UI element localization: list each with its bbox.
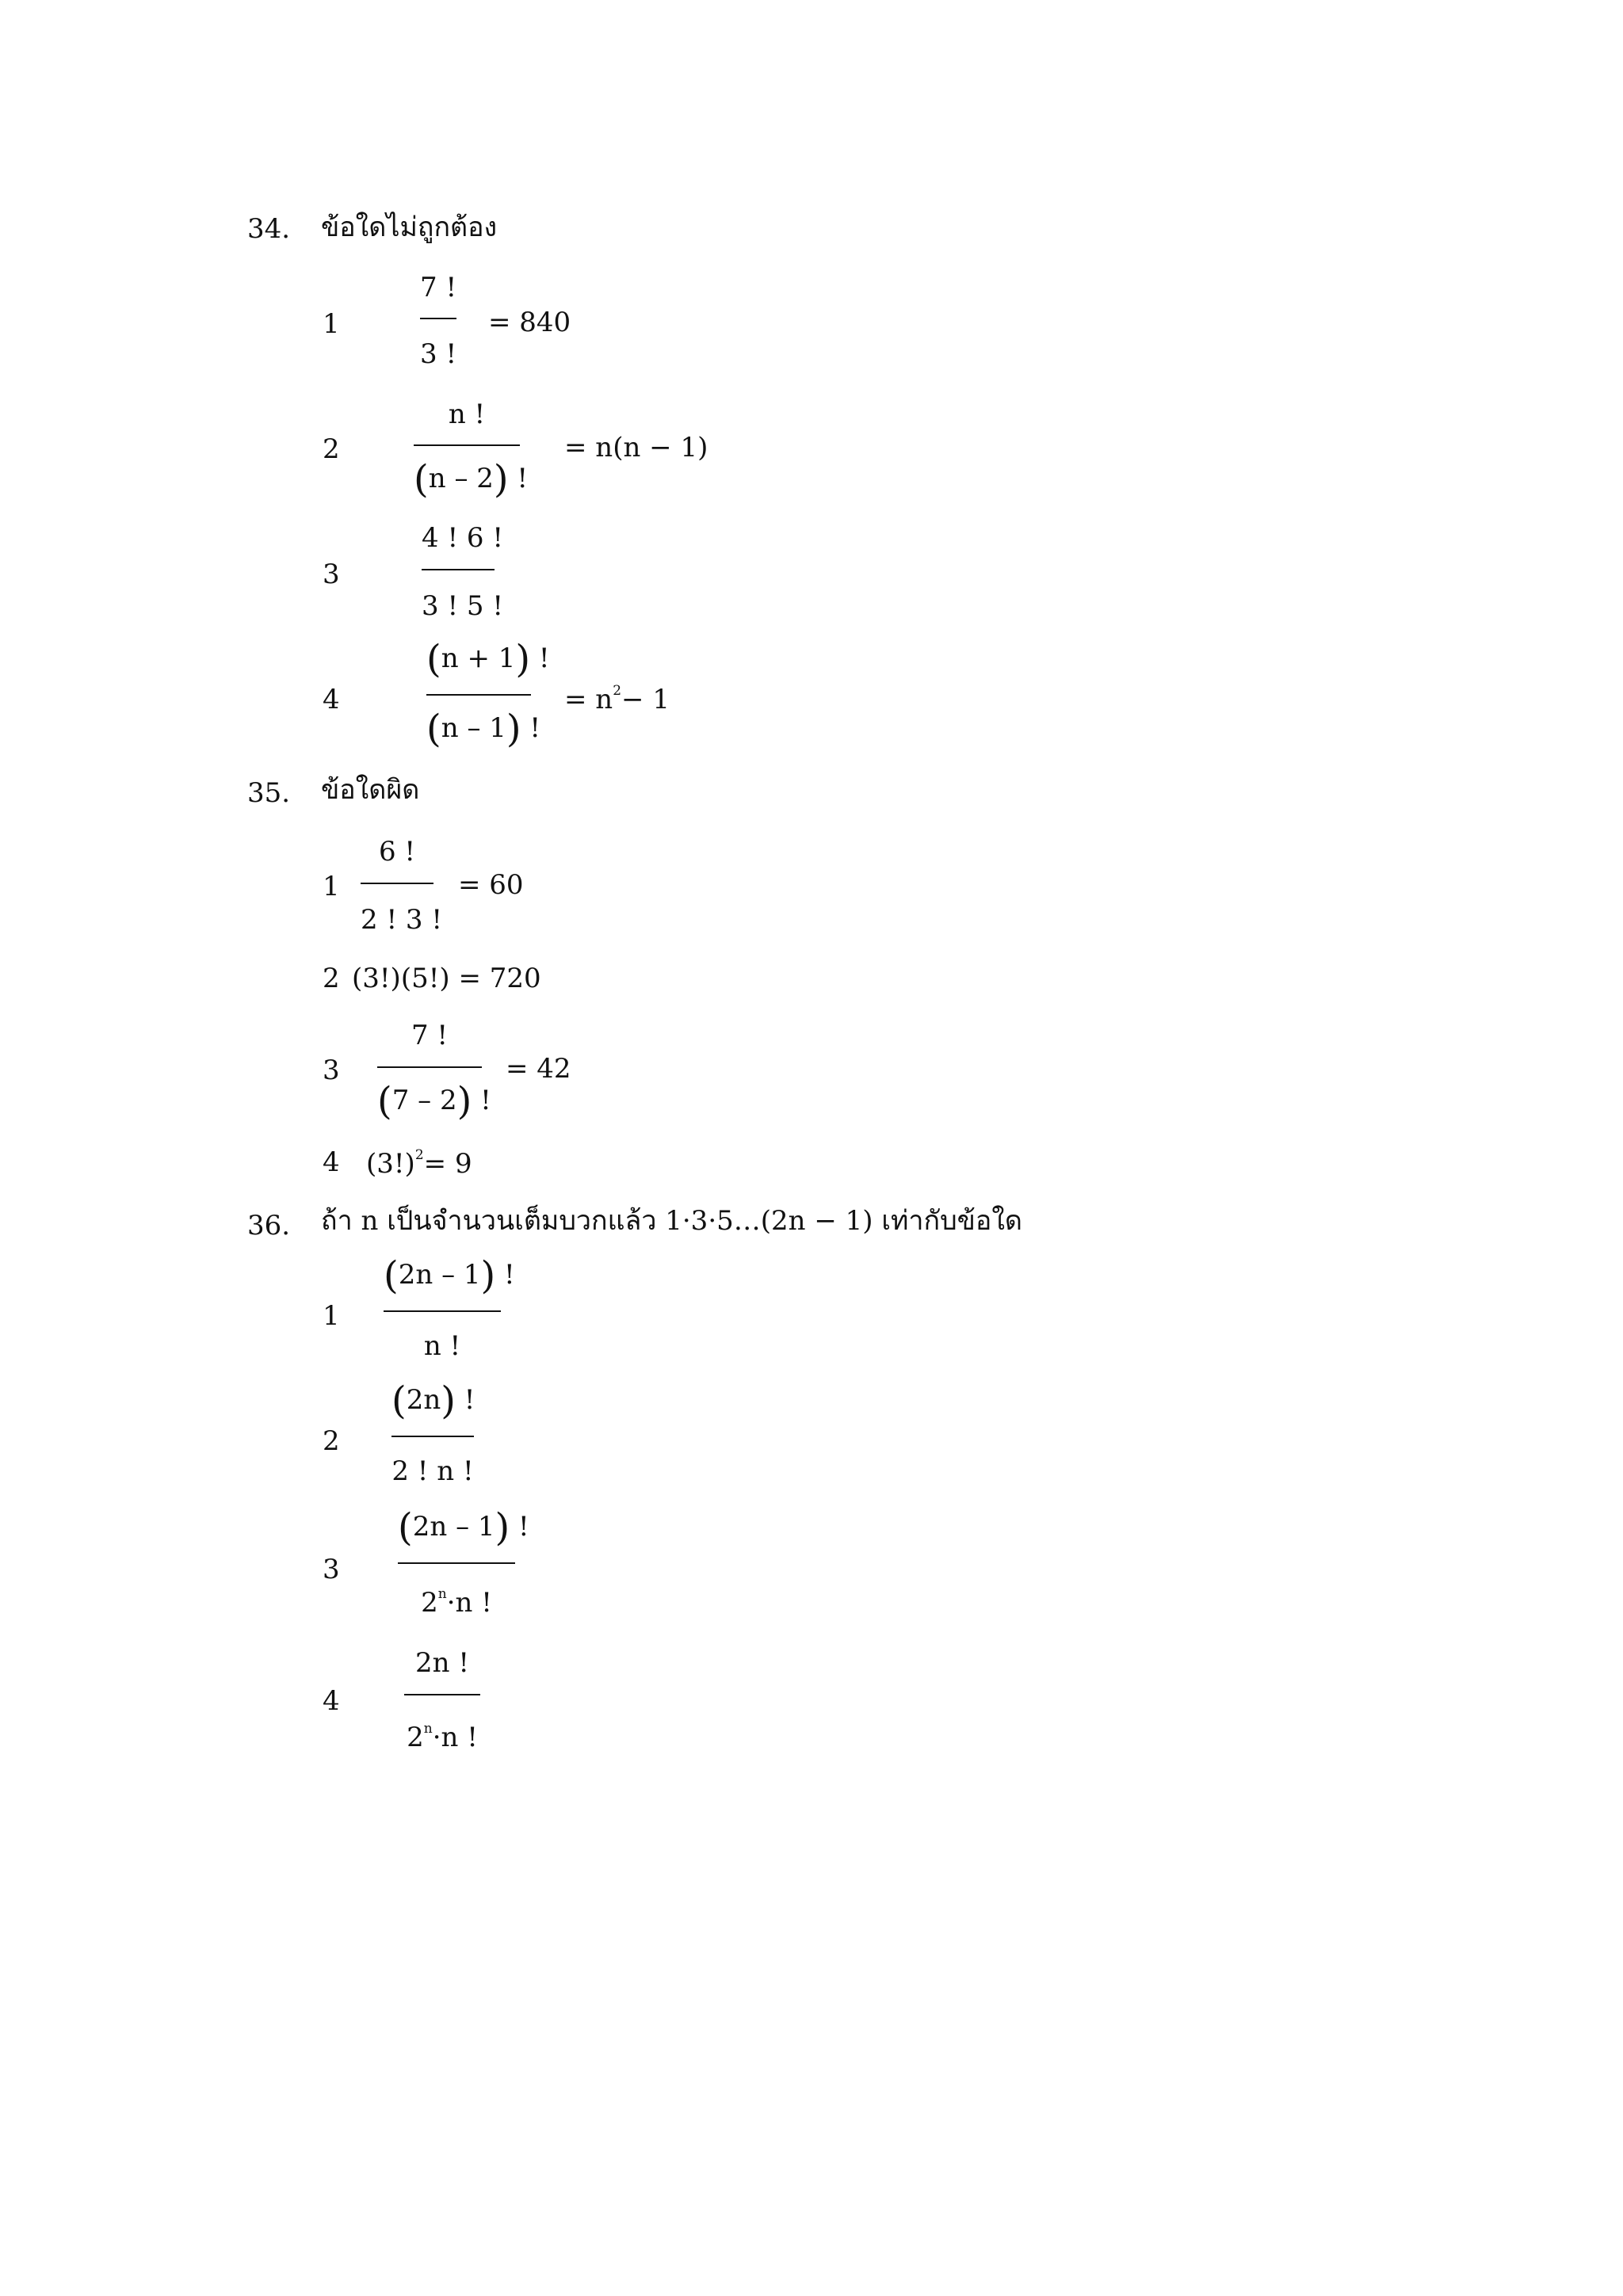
option-label: 4 [323,1146,340,1178]
numerator-inner: n + 1 [441,643,516,674]
denominator: 2 ! 3 ! [361,904,443,936]
option-label: 4 [323,684,340,715]
option-label: 3 [323,1055,340,1086]
question-text: ข้อใดผิด [321,774,420,806]
power-base: (3!) [366,1148,415,1180]
denominator-factorial: ! [472,1085,491,1116]
denominator-factorial: ! [508,463,529,494]
numerator: 4 ! 6 ! [422,522,504,554]
denominator: (7 – 2) ! [377,1079,491,1123]
option-label: 2 [323,1425,340,1457]
numerator-factorial: ! [495,1259,515,1291]
denominator-exponent: n [423,1721,433,1737]
option-label: 3 [323,559,340,590]
denominator: 3 ! 5 ! [422,590,504,622]
fraction-bar [420,318,456,319]
numerator: (2n) ! [391,1379,475,1423]
denominator-base: 2 [407,1722,424,1753]
question-number: 36. [247,1210,291,1241]
denominator: n ! [423,1330,461,1362]
fraction [391,1379,475,1487]
numerator: 6 ! [378,836,416,868]
fraction [426,637,550,751]
numerator-factorial: ! [456,1384,475,1416]
numerator: (2n – 1) ! [398,1505,529,1550]
denominator-tail: ·n ! [432,1722,478,1753]
fraction [398,1505,529,1619]
denominator-inner: n – 2 [428,463,494,494]
numerator: 7 ! [420,272,457,303]
question-number: 35. [247,777,291,809]
numerator-factorial: ! [530,643,550,674]
numerator: (n + 1) ! [426,637,550,681]
fraction-bar [404,1694,480,1695]
power-result: = 9 [423,1148,472,1180]
fraction [404,1647,480,1754]
right-hand-side: = 60 [458,869,524,901]
power-exponent: 2 [414,1147,424,1163]
question-text: ถ้า n เป็นจำนวนเต็มบวกแล้ว 1·3·5…(2n − 1) เท่ากับข้อใด [321,1205,1022,1237]
denominator-tail: ·n ! [446,1587,492,1619]
denominator: 3 ! [420,338,457,370]
denominator-inner: 7 – 2 [391,1085,457,1116]
fraction-bar [391,1436,474,1437]
option-label: 1 [323,871,340,902]
denominator [398,1586,515,1619]
fraction-bar [414,444,520,446]
fraction [361,836,443,936]
numerator: 7 ! [411,1020,449,1051]
fraction-bar [384,1310,501,1312]
denominator [404,1722,480,1751]
denominator-inner: n – 1 [441,712,506,744]
numerator-inner: 2n – 1 [398,1259,481,1291]
option-label: 1 [323,308,340,340]
option-label: 3 [323,1554,340,1585]
denominator: (n – 2) ! [414,457,529,502]
fraction [414,399,529,504]
fraction [420,274,456,368]
power-expression [366,1147,472,1180]
product-expression: (3!)(5!) = 720 [352,963,541,994]
numerator: 2n ! [415,1647,469,1679]
fraction-bar [426,694,531,696]
denominator: (n – 1) ! [426,707,541,751]
right-hand-side [564,685,670,713]
rhs-exponent: 2 [613,683,622,699]
rhs-tail: − 1 [621,684,670,715]
denominator-exponent: n [437,1586,447,1602]
numerator-inner: 2n – 1 [412,1511,495,1543]
question-number: 34. [247,213,291,245]
fraction [384,1253,515,1362]
option-label: 2 [323,433,340,465]
option-label: 2 [323,963,340,994]
right-hand-side: = 840 [488,307,571,338]
numerator-factorial: ! [510,1511,529,1543]
numerator: n ! [448,399,486,430]
denominator-factorial: ! [521,712,541,744]
denominator: 2 ! n ! [391,1455,474,1487]
rhs-base: = n [564,684,613,715]
fraction-bar [422,569,495,570]
right-hand-side: = n(n − 1) [564,432,708,463]
option-label: 1 [323,1300,340,1332]
fraction [422,522,504,622]
numerator: (2n – 1) ! [384,1253,515,1298]
numerator-inner: 2n [406,1384,441,1416]
question-text: ข้อใดไม่ถูกต้อง [321,212,498,243]
denominator-base: 2 [421,1587,438,1619]
fraction-bar [398,1562,515,1564]
option-label: 4 [323,1685,340,1717]
fraction-bar [377,1066,482,1068]
fraction [377,1020,491,1125]
right-hand-side: = 42 [506,1053,571,1085]
fraction-bar [361,883,433,884]
